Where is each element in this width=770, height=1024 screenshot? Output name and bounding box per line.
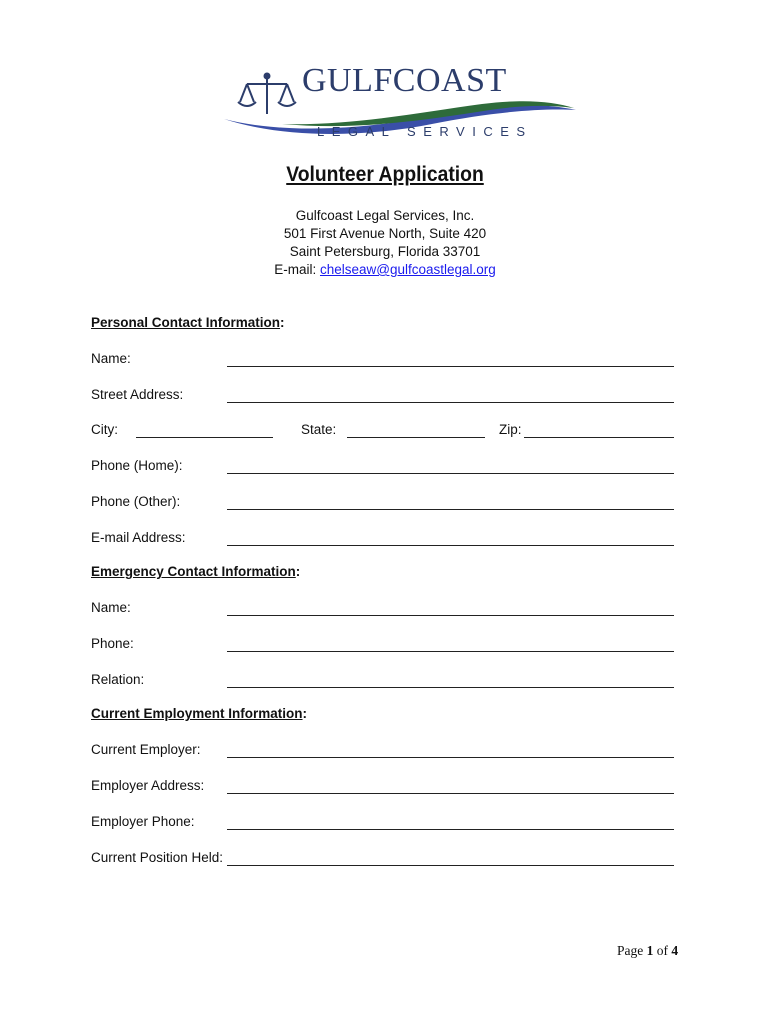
page-word: Page bbox=[617, 943, 644, 958]
org-email-link[interactable]: chelseaw@gulfcoastlegal.org bbox=[319, 262, 496, 277]
personal-zip-label: Zip: bbox=[499, 422, 522, 437]
employment-phone-field[interactable] bbox=[227, 829, 674, 830]
personal-state-field[interactable] bbox=[347, 437, 485, 438]
personal-city-state-zip-row bbox=[91, 422, 674, 440]
personal-phone-home-field[interactable] bbox=[227, 473, 674, 474]
personal-street-row bbox=[91, 387, 674, 405]
personal-city-label: City: bbox=[91, 422, 118, 437]
personal-street-label: Street Address: bbox=[91, 387, 184, 402]
employment-position-label: Current Position Held: bbox=[91, 850, 224, 865]
emergency-phone-row bbox=[91, 636, 674, 654]
logo-wordmark: GULFCOAST bbox=[302, 62, 507, 99]
org-city: Saint Petersburg, Florida 33701 bbox=[289, 244, 481, 259]
page-title: Volunteer Application bbox=[286, 163, 484, 186]
emergency-name-field[interactable] bbox=[227, 615, 674, 616]
page-current: 1 bbox=[646, 943, 654, 958]
of-word: of bbox=[656, 943, 668, 958]
org-email-line bbox=[0, 261, 770, 279]
section-employment-title: Current Employment Information bbox=[91, 706, 303, 721]
emergency-relation-field[interactable] bbox=[227, 687, 674, 688]
personal-email-field[interactable] bbox=[227, 545, 674, 546]
section-emergency-heading: Emergency Contact Information: bbox=[91, 564, 301, 579]
page-total: 4 bbox=[671, 943, 679, 958]
org-address-block bbox=[0, 207, 770, 279]
emergency-name-label: Name: bbox=[91, 600, 131, 615]
page-number bbox=[617, 943, 678, 959]
employment-phone-label: Employer Phone: bbox=[91, 814, 195, 829]
emergency-name-row bbox=[91, 600, 674, 618]
employment-position-row bbox=[91, 850, 674, 868]
personal-state-label: State: bbox=[301, 422, 337, 437]
employment-employer-row bbox=[91, 742, 674, 760]
personal-email-label: E-mail Address: bbox=[91, 530, 186, 545]
personal-name-label: Name: bbox=[91, 351, 131, 366]
personal-phone-other-label: Phone (Other): bbox=[91, 494, 181, 509]
section-personal-heading: Personal Contact Information: bbox=[91, 315, 285, 330]
employment-position-field[interactable] bbox=[227, 865, 674, 866]
gulfcoast-logo bbox=[222, 64, 578, 150]
personal-name-field[interactable] bbox=[227, 366, 674, 367]
personal-phone-home-row bbox=[91, 458, 674, 476]
personal-street-field[interactable] bbox=[227, 402, 674, 403]
emergency-relation-label: Relation: bbox=[91, 672, 145, 687]
employment-employer-label: Current Employer: bbox=[91, 742, 201, 757]
personal-name-row bbox=[91, 351, 674, 369]
personal-zip-field[interactable] bbox=[524, 437, 674, 438]
employment-address-field[interactable] bbox=[227, 793, 674, 794]
emergency-phone-field[interactable] bbox=[227, 651, 674, 652]
org-email-label: E-mail: bbox=[274, 262, 317, 277]
personal-email-row bbox=[91, 530, 674, 548]
org-name: Gulfcoast Legal Services, Inc. bbox=[295, 208, 475, 223]
section-emergency-title: Emergency Contact Information bbox=[91, 564, 296, 579]
org-street: 501 First Avenue North, Suite 420 bbox=[283, 226, 487, 241]
section-personal-title: Personal Contact Information bbox=[91, 315, 281, 330]
employment-phone-row bbox=[91, 814, 674, 832]
section-employment-heading: Current Employment Information: bbox=[91, 706, 308, 721]
personal-phone-home-label: Phone (Home): bbox=[91, 458, 183, 473]
emergency-phone-label: Phone: bbox=[91, 636, 134, 651]
employment-address-label: Employer Address: bbox=[91, 778, 205, 793]
logo-tagline: LEGAL SERVICES bbox=[317, 124, 533, 139]
personal-phone-other-row bbox=[91, 494, 674, 512]
personal-city-field[interactable] bbox=[136, 437, 273, 438]
employment-address-row bbox=[91, 778, 674, 796]
personal-phone-other-field[interactable] bbox=[227, 509, 674, 510]
emergency-relation-row bbox=[91, 672, 674, 690]
employment-employer-field[interactable] bbox=[227, 757, 674, 758]
